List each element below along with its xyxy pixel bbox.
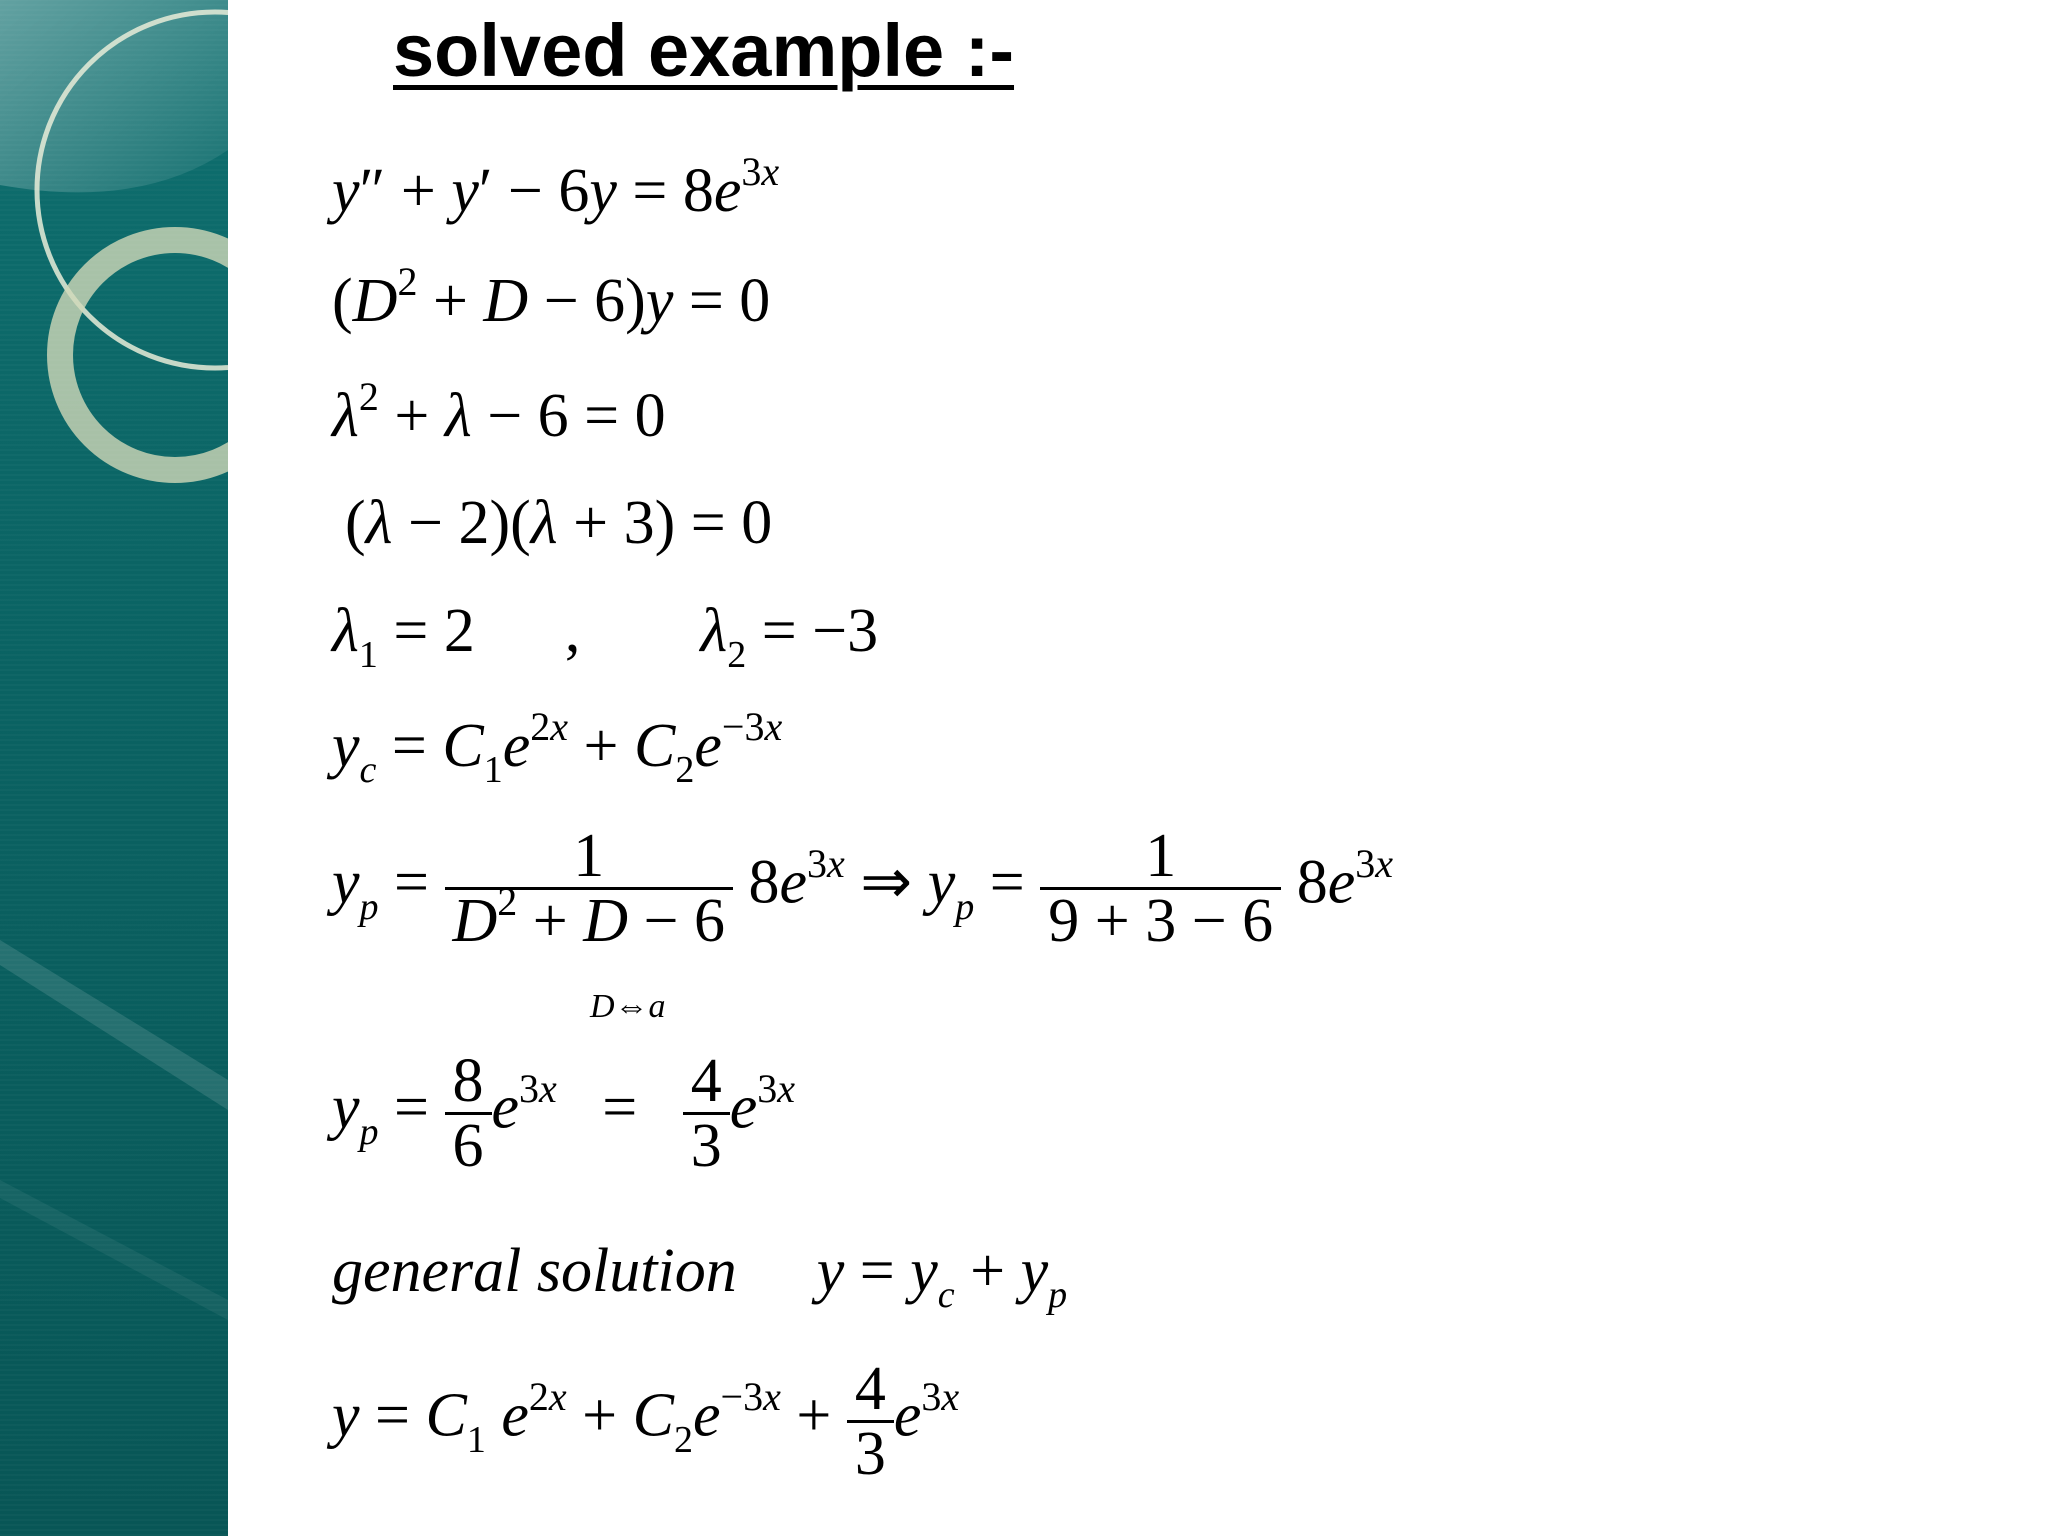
equation-5: $\lambda_1 = 2$ , $\lambda_2 = -3$ [332, 597, 879, 676]
equation-7: $y_p$ = $\frac{1}{D^2 + D - 6}$ $8e^{3x}$ ⇒ $y_p$ = $\frac{1}{9 + 3 - 6}$ $8e^{3x}$ [332, 822, 1393, 955]
general-solution-label: general solution [332, 1237, 737, 1305]
fraction-operator: $\frac{1}{D^2 + D - 6}$ [445, 825, 734, 952]
fraction-four-thirds-final: $\frac{4}{3}$ [847, 1358, 894, 1485]
equation-3: $\lambda^2 + \lambda - 6 = 0$ [332, 374, 666, 450]
decorative-sidebar [0, 0, 228, 1536]
slide-title: solved example :- [393, 9, 1015, 92]
fraction-four-thirds: $\frac{4}{3}$ [683, 1050, 730, 1177]
equation-8: $y_p$ = $\frac{8}{6}$ $e^{3x}$ = $\frac{4}{3}$ $e^{3x}$ [332, 1047, 796, 1180]
equation-9: general solution $y = y_c + y_p$ [332, 1237, 1068, 1316]
equation-4: (λ − 2)(λ + 3) = 0 [345, 489, 773, 557]
substitution-note: D⇔a [590, 988, 666, 1025]
equation-2: $(D^2 + D - 6)y = 0$ [332, 259, 771, 335]
equation-1: $y'' + y' - 6y = 8e^{3x}$ [332, 149, 780, 225]
fraction-eight-sixths: $\frac{8}{6}$ [445, 1050, 492, 1177]
equation-10: $y = C_1$ $e^{2x} + C_2e^{-3x}$ + $\frac{4}{3}$ $e^{3x}$ [332, 1355, 960, 1488]
fraction-substituted: $\frac{1}{9 + 3 - 6}$ [1040, 825, 1281, 952]
sidebar-texture [0, 0, 228, 1536]
equation-6: $y_c = C_1e^{2x} + C_2e^{-3x}$ [332, 704, 783, 791]
